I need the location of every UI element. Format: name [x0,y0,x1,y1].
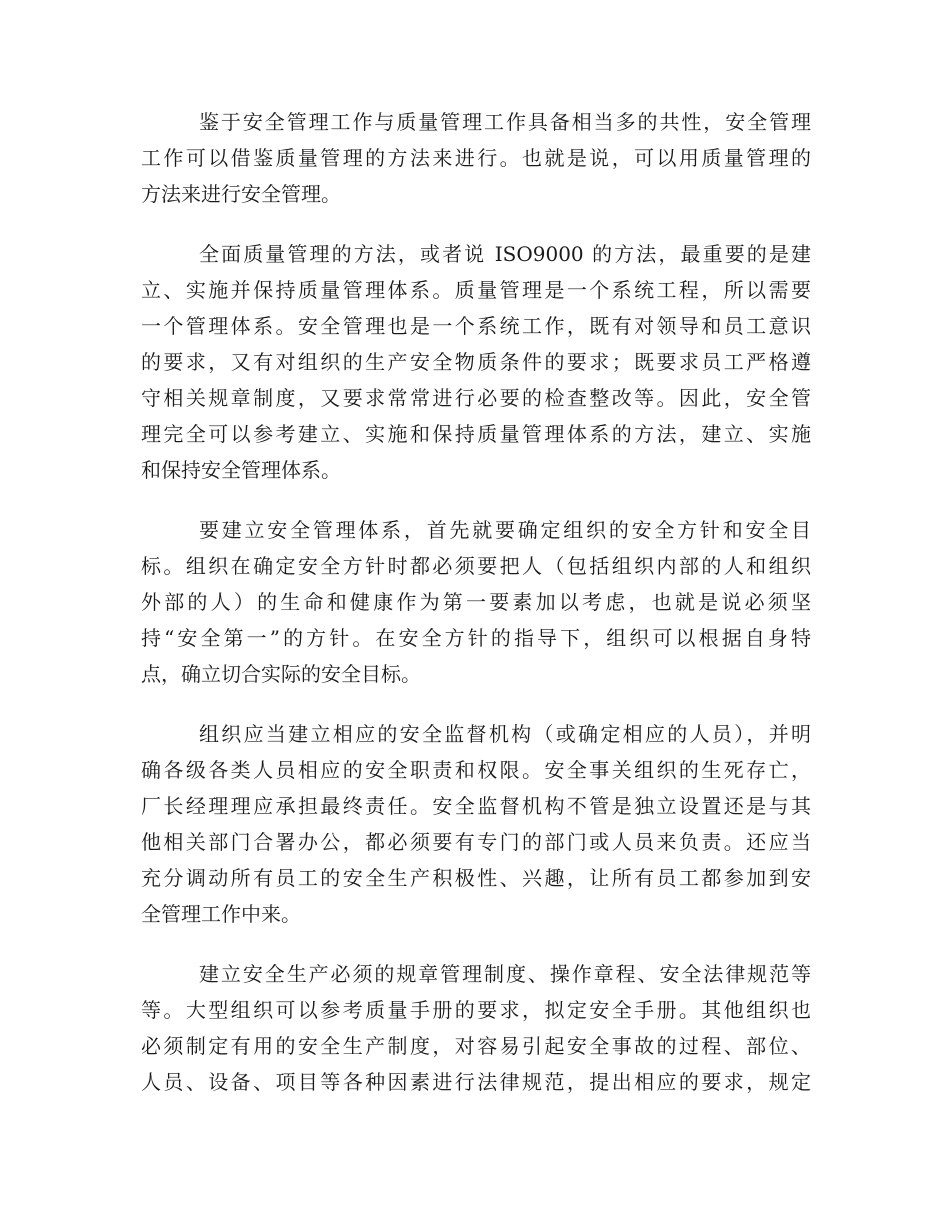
paragraph-line: 全面质量管理的方法，或者说 ISO9000 的方法，最重要的是建 [199,242,811,266]
paragraph-line: 方法来进行安全管理。 [141,182,341,206]
paragraph-line: 必须制定有用的安全生产制度，对容易引起安全事故的过程、部位、 [141,1034,811,1058]
paragraph-2 [141,236,811,488]
paragraph-5 [141,956,811,1100]
paragraph-line: 要建立安全管理体系，首先就要确定组织的安全方针和安全目 [199,518,811,542]
paragraph-line: 鉴于安全管理工作与质量管理工作具备相当多的共性，安全管理 [199,110,811,134]
paragraph-line: 一个管理体系。安全管理也是一个系统工作，既有对领导和员工意识 [141,314,811,338]
paragraph-line: 确各级各类人员相应的安全职责和权限。安全事关组织的生死存亡， [141,758,811,782]
paragraph-line: 工作可以借鉴质量管理的方法来进行。也就是说，可以用质量管理的 [141,146,811,170]
paragraph-3 [141,512,811,692]
paragraph-line: 人员、设备、项目等各种因素进行法律规范，提出相应的要求，规定 [141,1070,811,1094]
paragraph-line: 组织应当建立相应的安全监督机构（或确定相应的人员），并明 [199,722,811,746]
paragraph-line: 充分调动所有员工的安全生产积极性、兴趣，让所有员工都参加到安 [141,866,811,890]
paragraph-line: 外部的人）的生命和健康作为第一要素加以考虑，也就是说必须坚 [141,590,811,614]
paragraph-line: 立、实施并保持质量管理体系。质量管理是一个系统工程，所以需要 [141,278,811,302]
paragraph-line: 他相关部门合署办公，都必须要有专门的部门或人员来负责。还应当 [141,830,811,854]
paragraph-line: 标。组织在确定安全方针时都必须要把人（包括组织内部的人和组织 [141,554,811,578]
paragraph-line: 点，确立切合实际的安全目标。 [141,662,421,686]
paragraph-line: 的要求，又有对组织的生产安全物质条件的要求；既要求员工严格遵 [141,350,811,374]
paragraph-line: 建立安全生产必须的规章管理制度、操作章程、安全法律规范等 [199,962,811,986]
paragraph-1 [141,104,811,212]
paragraph-4 [141,716,811,932]
paragraph-line: 和保持安全管理体系。 [141,458,341,482]
paragraph-line: 全管理工作中来。 [141,902,301,926]
paragraph-line: 等。大型组织可以参考质量手册的要求，拟定安全手册。其他组织也 [141,998,811,1022]
paragraph-line: 持“安全第一”的方针。在安全方针的指导下，组织可以根据自身特 [141,626,811,650]
paragraph-line: 理完全可以参考建立、实施和保持质量管理体系的方法，建立、实施 [141,422,811,446]
document-body [141,104,811,1124]
paragraph-line: 守相关规章制度，又要求常常进行必要的检查整改等。因此，安全管 [141,386,811,410]
paragraph-line: 厂长经理理应承担最终责任。安全监督机构不管是独立设置还是与其 [141,794,811,818]
